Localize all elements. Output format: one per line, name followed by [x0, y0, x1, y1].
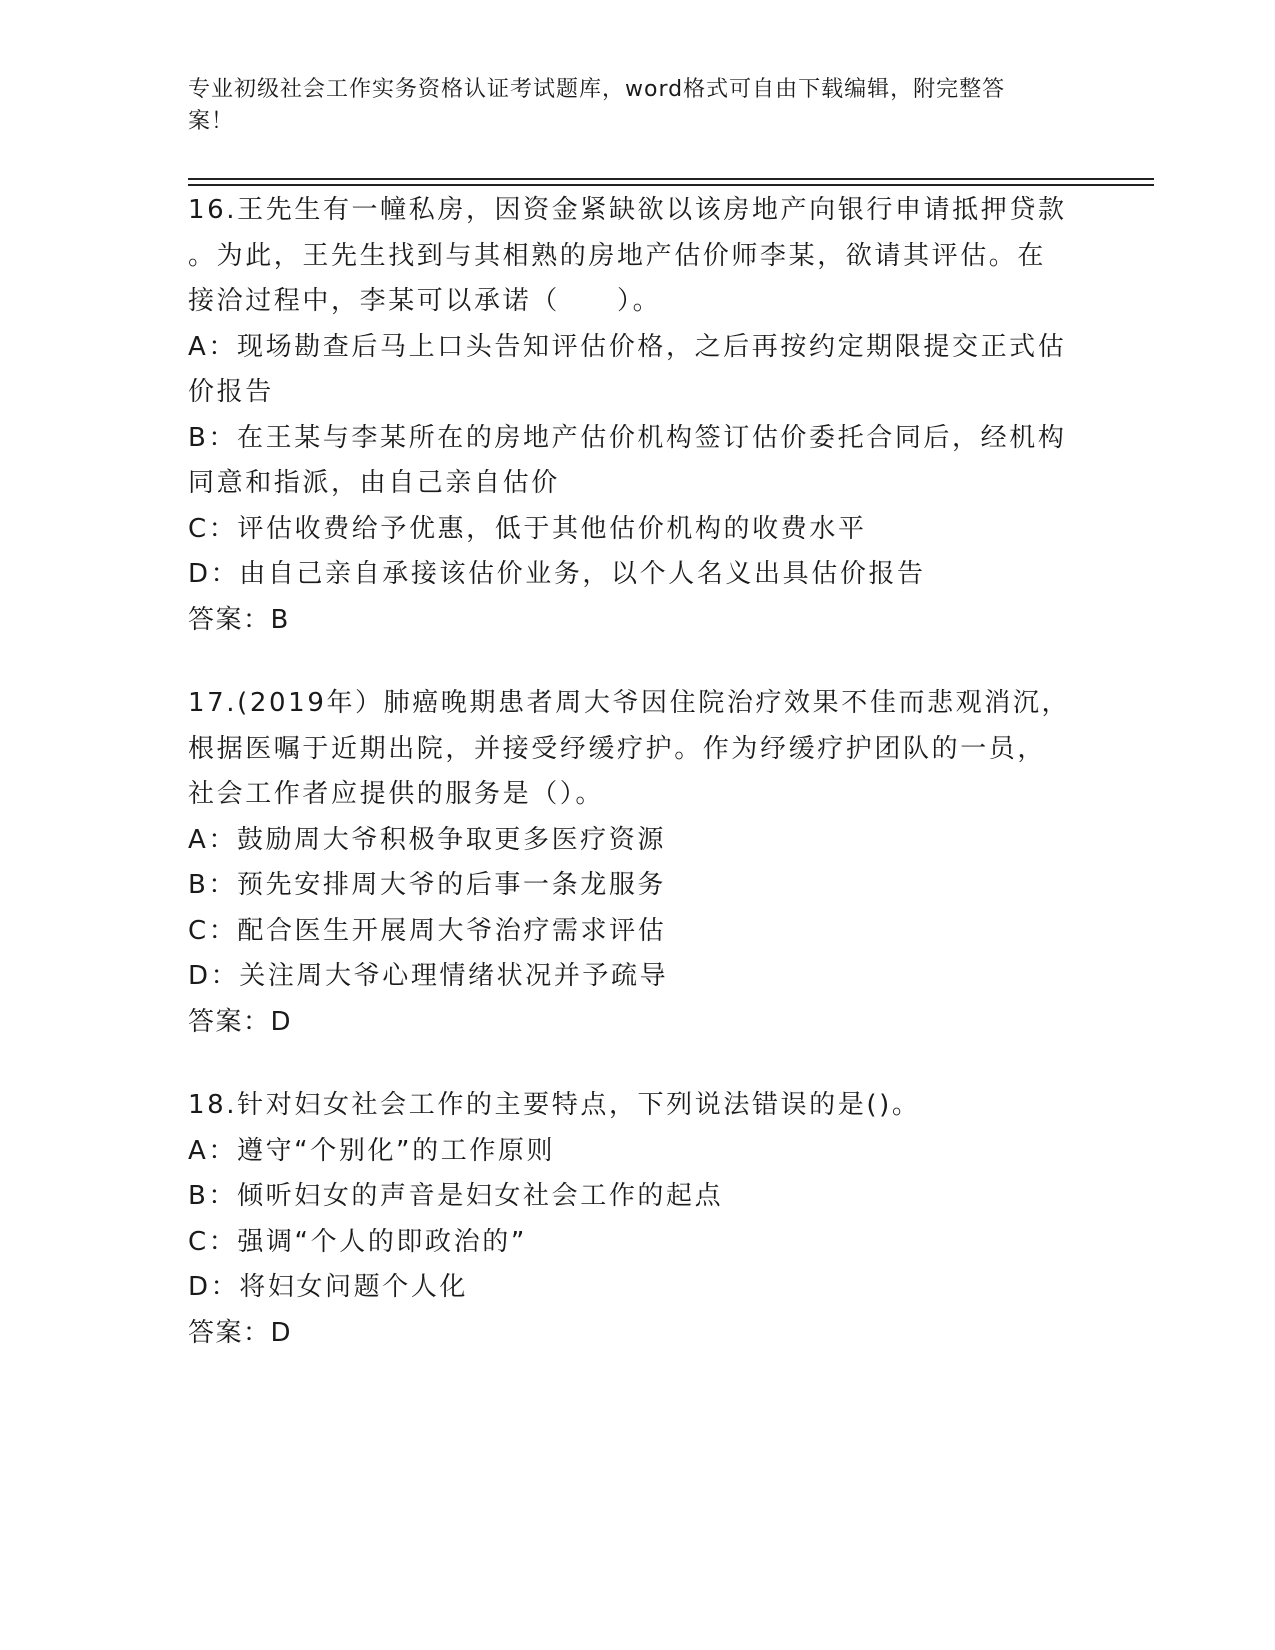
option-c-line: C：评估收费给予优惠，低于其他估价机构的收费水平	[188, 513, 867, 544]
question-list	[188, 188, 1088, 1394]
option-d-line: D：由自己亲自承接该估价业务，以个人名义出具估价报告	[188, 559, 926, 589]
document-header	[188, 74, 1088, 138]
option-d-line: D：关注周大爷心理情绪状况并予疏导	[188, 961, 669, 991]
answer-label: 答案：D	[188, 1006, 293, 1037]
option-a-line: 价报告	[188, 377, 274, 407]
answer-label: 答案：D	[188, 1317, 293, 1348]
header-divider-bottom	[188, 184, 1154, 186]
option-b-line: 同意和指派，由自己亲自估价	[188, 468, 560, 498]
question-text-line: 18.针对妇女社会工作的主要特点，下列说法错误的是()。	[188, 1090, 921, 1120]
question-17	[188, 681, 1088, 1045]
header-divider-top	[188, 178, 1154, 180]
question-18	[188, 1083, 1088, 1356]
option-b-line: B：在王某与李某所在的房地产估价机构签订估价委托合同后，经机构	[188, 422, 1067, 453]
option-c-line: C：配合医生开展周大爷治疗需求评估	[188, 915, 667, 946]
question-text-line: 根据医嘱于近期出院，并接受纾缓疗护。作为纾缓疗护团队的一员，	[188, 733, 1047, 764]
header-line-1: 专业初级社会工作实务资格认证考试题库，word格式可自由下载编辑，附完整答	[188, 77, 1006, 102]
answer-label: 答案：B	[188, 604, 290, 635]
question-text-line: 。为此，王先生找到与其相熟的房地产估价师李某，欲请其评估。在	[188, 240, 1047, 271]
question-16	[188, 188, 1088, 643]
question-text-line: 接洽过程中，李某可以承诺（ ）。	[188, 286, 662, 316]
header-line-2: 案！	[188, 109, 235, 134]
option-a-line: A：遵守“个别化”的工作原则	[188, 1135, 556, 1166]
question-text-line: 17.(2019年）肺癌晚期患者周大爷因住院治疗效果不佳而悲观消沉，	[188, 688, 1071, 718]
option-a-line: A：现场勘查后马上口头告知评估价格，之后再按约定期限提交正式估	[188, 331, 1067, 362]
option-b-line: B：倾听妇女的声音是妇女社会工作的起点	[188, 1181, 724, 1211]
option-d-line: D：将妇女问题个人化	[188, 1272, 469, 1302]
question-text-line: 社会工作者应提供的服务是（）。	[188, 779, 605, 809]
option-c-line: C：强调“个人的即政治的”	[188, 1226, 527, 1257]
question-text-line: 16.王先生有一幢私房，因资金紧缺欲以该房地产向银行申请抵押贷款	[188, 195, 1067, 225]
option-b-line: B：预先安排周大爷的后事一条龙服务	[188, 870, 667, 900]
option-a-line: A：鼓励周大爷积极争取更多医疗资源	[188, 824, 666, 855]
